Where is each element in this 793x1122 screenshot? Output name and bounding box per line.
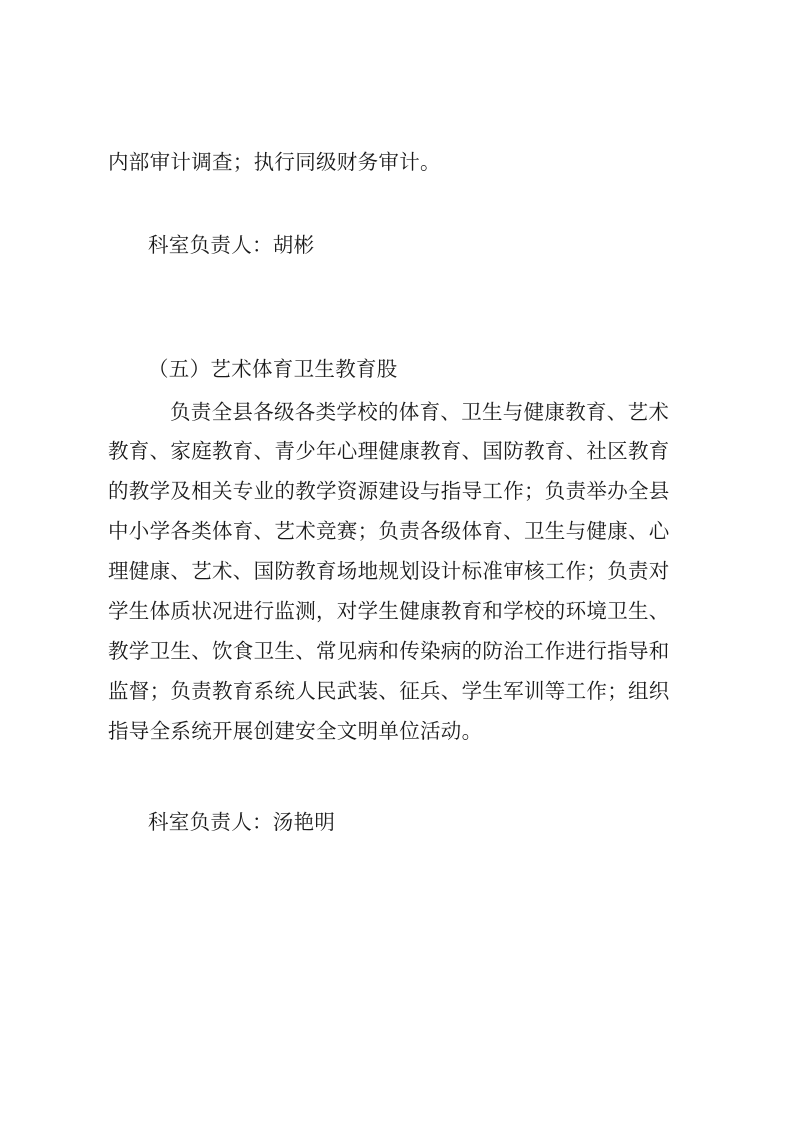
paragraph-line: 理健康、艺术、国防教育场地规划设计标准审核工作；负责对	[108, 559, 670, 583]
paragraph-line: 教学卫生、饮食卫生、常见病和传染病的防治工作进行指导和	[108, 639, 670, 663]
paragraph-line: 监督；负责教育系统人民武装、征兵、学生军训等工作；组织	[108, 679, 670, 703]
paragraph-line: 指导全系统开展创建安全文明单位活动。	[108, 719, 483, 743]
paragraph-line: 中小学各类体育、艺术竞赛；负责各级体育、卫生与健康、心	[108, 519, 670, 543]
paragraph-line: 的教学及相关专业的教学资源建设与指导工作；负责举办全县	[108, 479, 670, 503]
section-head-person: 科室负责人：汤艳明	[148, 810, 336, 834]
paragraph-continuation: 内部审计调查；执行同级财务审计。	[108, 150, 441, 174]
paragraph-line: 学生体质状况进行监测，对学生健康教育和学校的环境卫生、	[108, 599, 670, 623]
paragraph-line: 负责全县各级各类学校的体育、卫生与健康教育、艺术	[170, 400, 670, 424]
section-title: （五）艺术体育卫生教育股	[148, 357, 398, 381]
paragraph-line: 教育、家庭教育、青少年心理健康教育、国防教育、社区教育	[108, 439, 670, 463]
section-head-person: 科室负责人：胡彬	[148, 233, 315, 257]
